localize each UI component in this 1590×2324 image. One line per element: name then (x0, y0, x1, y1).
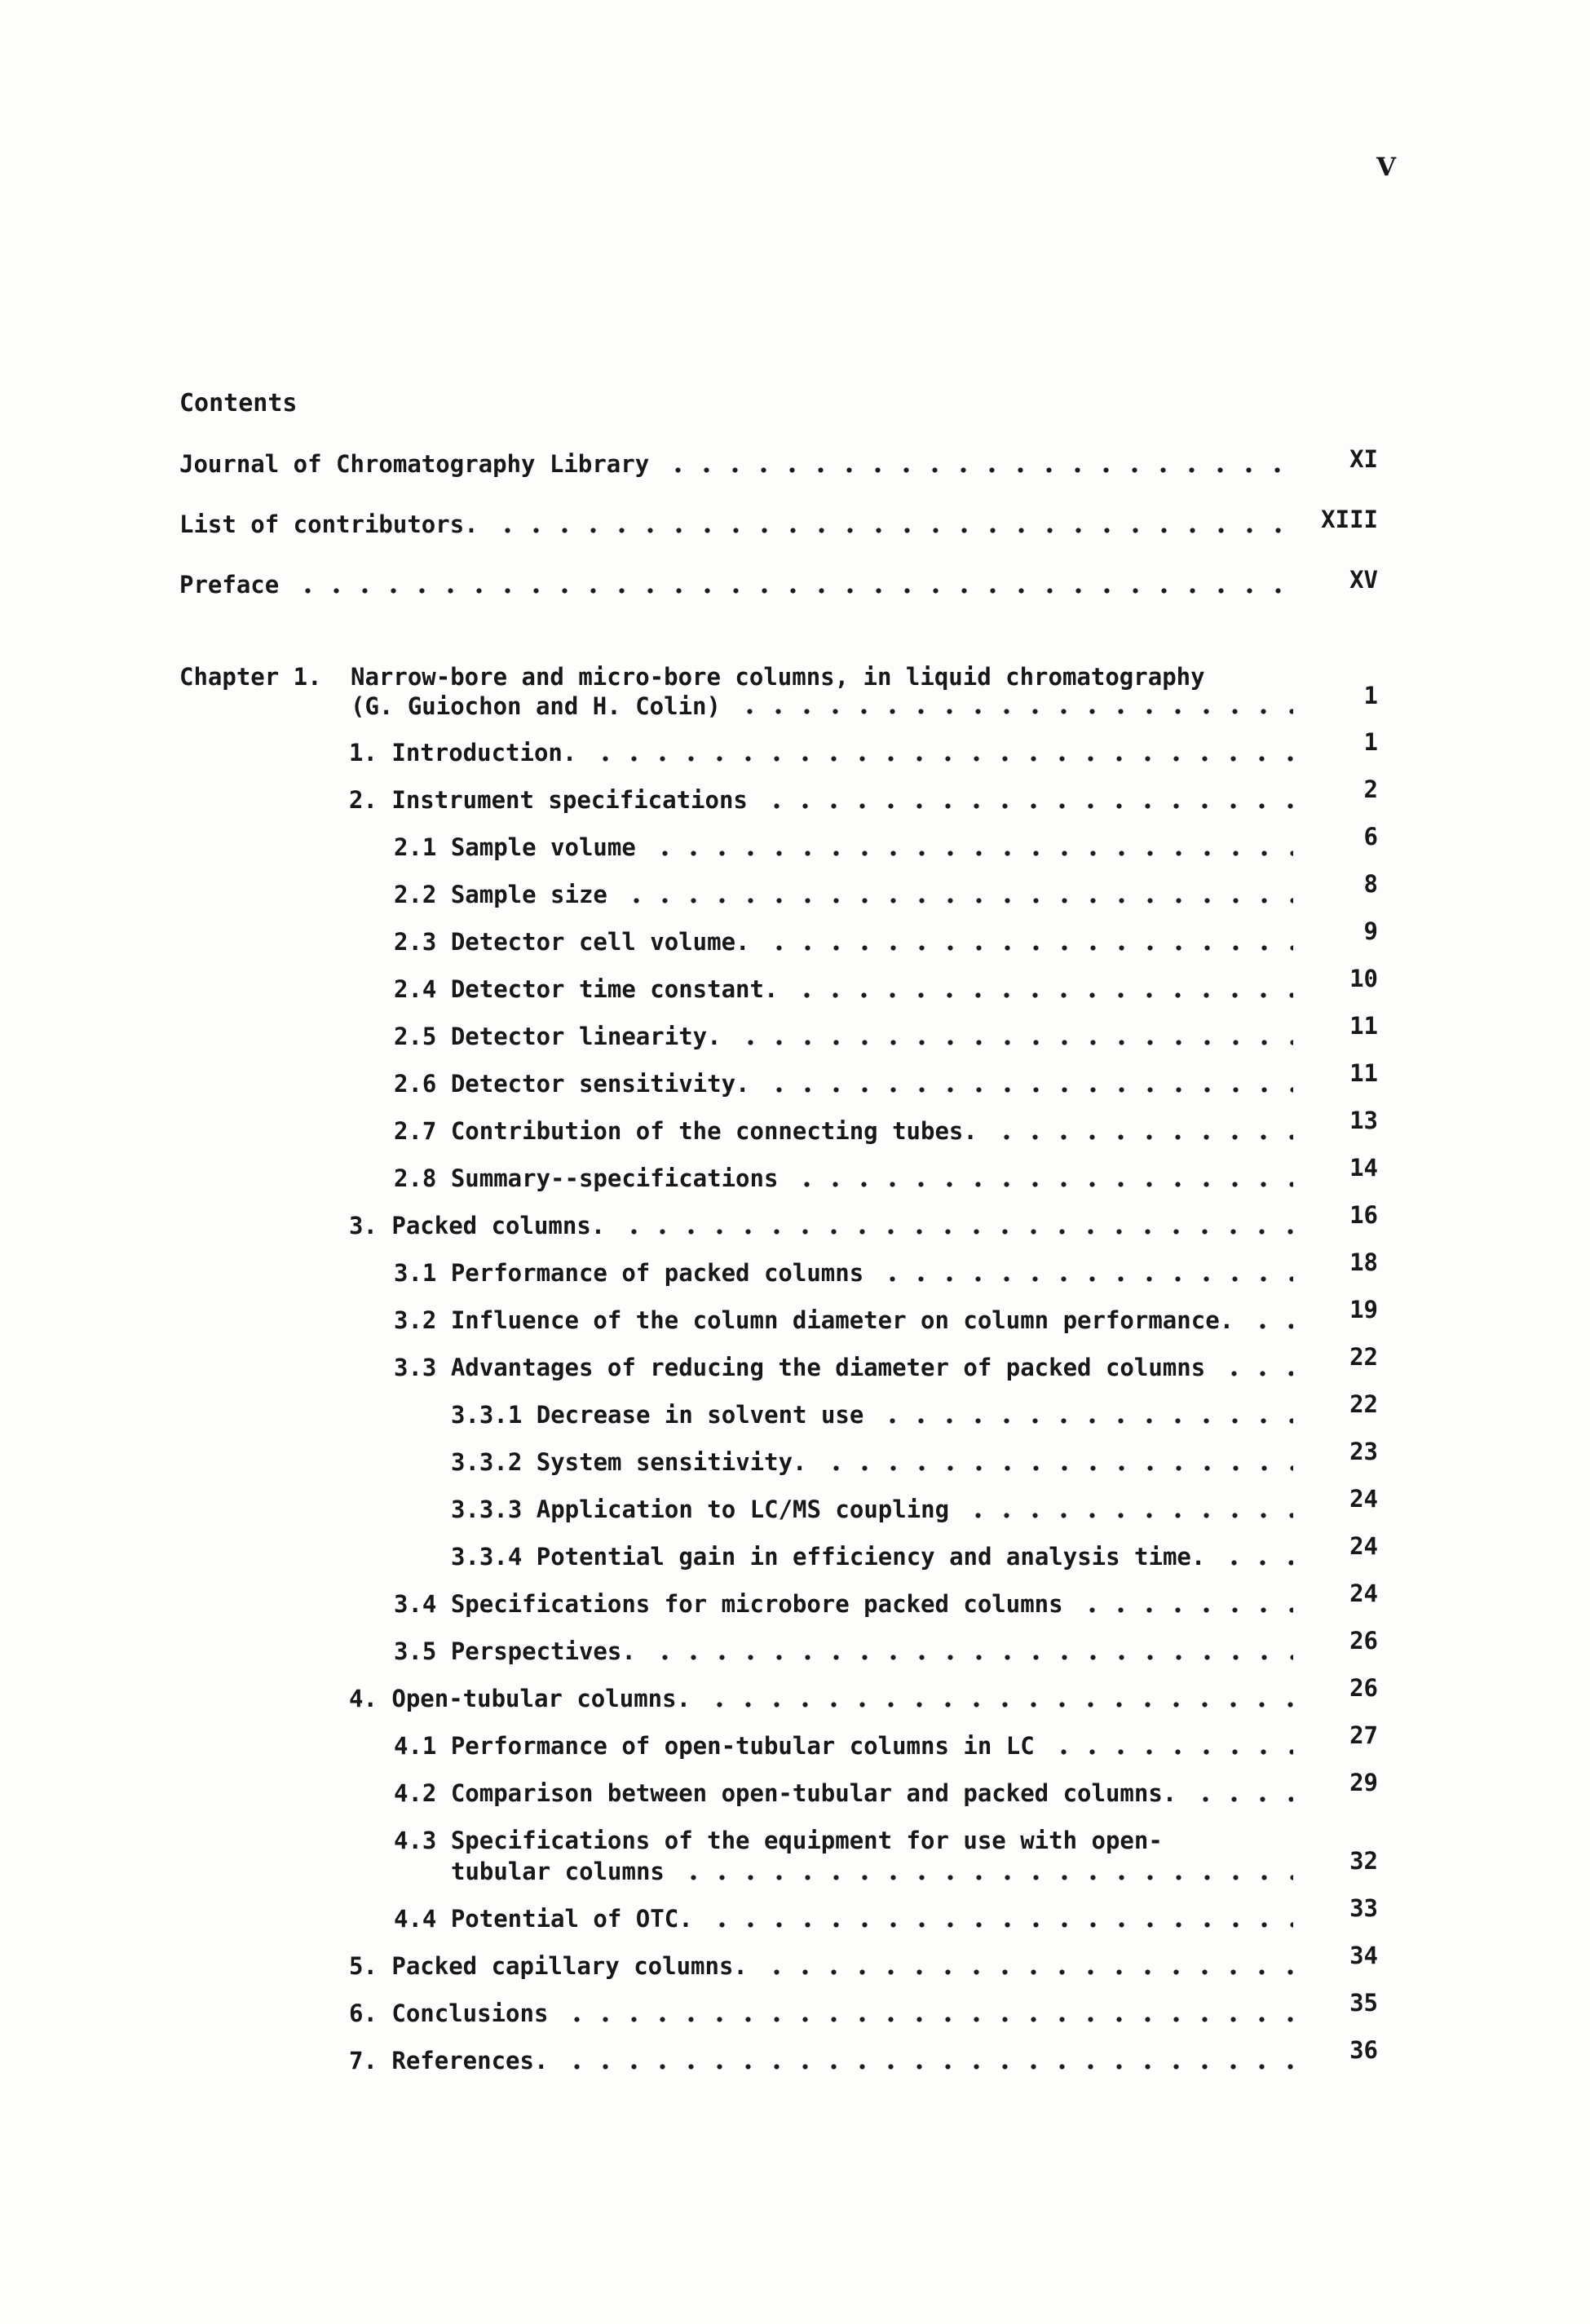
toc-entry-page-number: 35 (1349, 1989, 1378, 2017)
toc-entry (179, 1012, 1378, 1052)
toc-entry-title: 2.1 Sample volume (394, 833, 636, 861)
toc-entry (179, 965, 1378, 1005)
toc-entry-title: 5. Packed capillary columns. (349, 1952, 748, 1980)
toc-entry-page-number: 16 (1349, 1201, 1378, 1229)
dot-leader (1220, 1541, 1293, 1572)
toc-entry-page-number: 36 (1349, 2036, 1378, 2064)
toc-entry (179, 1894, 1378, 1934)
dot-leader (708, 1903, 1293, 1934)
toc-entry-title: 3.3.3 Application to LC/MS coupling (451, 1496, 950, 1523)
chapter-entry-list (179, 728, 1378, 2076)
toc-entry (179, 823, 1378, 863)
toc-entry-title: 1. Introduction. (349, 739, 577, 767)
toc-entry-title: 2.8 Summary--specifications (394, 1164, 779, 1192)
front-matter-page-number: XV (1349, 566, 1378, 594)
toc-entry-page-number: 33 (1349, 1894, 1378, 1922)
dot-leader (1049, 1730, 1293, 1761)
chapter-label: Chapter 1. (179, 663, 322, 691)
dot-leader (563, 2045, 1293, 2076)
toc-entry-title: 6. Conclusions (349, 1999, 549, 2027)
dot-leader (1220, 1352, 1293, 1383)
front-matter-page-number: XIII (1321, 506, 1378, 533)
dot-leader (878, 1399, 1293, 1430)
dot-leader (1191, 1778, 1293, 1809)
toc-entry-page-number: 22 (1349, 1390, 1378, 1418)
toc-entry-title: 3.3.1 Decrease in solvent use (451, 1401, 864, 1429)
dot-leader (622, 879, 1293, 910)
dot-leader (765, 1068, 1294, 1099)
chapter-indent (179, 691, 351, 721)
dot-leader (651, 832, 1293, 863)
dot-leader (762, 784, 1293, 815)
toc-entry-page-number: 23 (1349, 1438, 1378, 1465)
dot-leader (765, 926, 1294, 957)
toc-entry (179, 1107, 1378, 1147)
toc-entry-title: 2.7 Contribution of the connecting tubes. (394, 1117, 978, 1145)
dot-leader (620, 1210, 1293, 1241)
toc-entry-title: 3.3.4 Potential gain in efficiency and analysis time. (451, 1543, 1206, 1571)
dot-leader (762, 1951, 1293, 1982)
dot-leader (563, 1998, 1293, 2029)
front-matter-title: List of contributors. (179, 510, 479, 538)
toc-entry-title: 3.5 Perspectives. (394, 1637, 636, 1665)
toc-entry-title: 4. Open-tubular columns. (349, 1685, 691, 1712)
chapter-title: Narrow-bore and micro-bore columns, in liquid chromatography (351, 663, 1205, 691)
front-matter-title: Preface (179, 571, 280, 599)
toc-entry (179, 1485, 1378, 1525)
toc-entry-title: 4.4 Potential of OTC. (394, 1905, 693, 1933)
table-of-contents (179, 388, 1378, 2076)
toc-entry-title: 3. Packed columns. (349, 1212, 606, 1239)
toc-entry-page-number: 27 (1349, 1721, 1378, 1749)
dot-leader (736, 1021, 1293, 1052)
front-matter-entry (179, 506, 1378, 540)
toc-entry-page-number: 10 (1349, 965, 1378, 992)
toc-entry-page-number: 11 (1349, 1059, 1378, 1087)
toc-entry-page-number: 6 (1363, 823, 1378, 851)
toc-entry (179, 1296, 1378, 1336)
toc-entry (179, 728, 1378, 768)
front-matter-list (179, 445, 1378, 600)
toc-entry-page-number: 9 (1363, 917, 1378, 945)
dot-leader (591, 737, 1293, 768)
toc-entry-title: 2.6 Detector sensitivity. (394, 1070, 750, 1098)
toc-entry-page-number: 32 (1349, 1847, 1378, 1875)
chapter-page-number: 1 (1363, 682, 1378, 709)
toc-entry-title: 2.3 Detector cell volume. (394, 928, 750, 956)
dot-leader (793, 974, 1293, 1005)
toc-entry-page-number: 19 (1349, 1296, 1378, 1323)
toc-entry (179, 1059, 1378, 1099)
toc-entry-page-number: 14 (1349, 1154, 1378, 1182)
toc-entry-title: 2.2 Sample size (394, 881, 607, 908)
toc-entry (179, 1769, 1378, 1809)
toc-entry (179, 1627, 1378, 1667)
toc-entry-page-number: 24 (1349, 1532, 1378, 1560)
toc-entry-title: 3.1 Performance of packed columns (394, 1259, 864, 1287)
toc-entry (179, 1721, 1378, 1761)
dot-leader (705, 1683, 1293, 1714)
toc-entry-title: 4.2 Comparison between open-tubular and packed columns. (394, 1779, 1177, 1807)
toc-entry-page-number: 2 (1363, 775, 1378, 803)
toc-entry-title: 3.3.2 System sensitivity. (451, 1448, 807, 1476)
toc-entry (179, 1343, 1378, 1383)
toc-entry (179, 1942, 1378, 1982)
toc-entry (179, 1674, 1378, 1714)
toc-entry-title: 4.3 Specifications of the equipment for use with open- (394, 1827, 1163, 1854)
toc-entry (179, 2036, 1378, 2076)
dot-leader (793, 1163, 1293, 1194)
toc-entry-page-number: 11 (1349, 1012, 1378, 1040)
front-matter-title: Journal of Chromatography Library (179, 450, 650, 478)
chapter-heading (179, 662, 1378, 721)
page-folio: V (1376, 152, 1397, 182)
toc-entry-title: 3.4 Specifications for microbore packed columns (394, 1590, 1063, 1618)
dot-leader (294, 569, 1293, 600)
toc-entry-page-number: 24 (1349, 1580, 1378, 1607)
toc-entry (179, 1248, 1378, 1288)
dot-leader (664, 448, 1293, 479)
dot-leader (964, 1494, 1293, 1525)
contents-heading: Contents (179, 389, 298, 418)
dot-leader (735, 691, 1293, 721)
toc-entry-page-number: 26 (1349, 1674, 1378, 1702)
toc-entry-title: 7. References. (349, 2047, 549, 2074)
toc-entry-title: 4.1 Performance of open-tubular columns in LC (394, 1732, 1035, 1760)
toc-entry (179, 1154, 1378, 1194)
toc-entry (179, 917, 1378, 957)
dot-leader (493, 509, 1293, 540)
dot-leader (878, 1257, 1293, 1288)
dot-leader (992, 1116, 1293, 1147)
dot-leader (1248, 1305, 1293, 1336)
toc-entry-title: 2.4 Detector time constant. (394, 975, 779, 1003)
toc-entry-page-number: 8 (1363, 870, 1378, 898)
toc-entry (179, 1580, 1378, 1619)
toc-entry-page-number: 18 (1349, 1248, 1378, 1276)
toc-entry-page-number: 13 (1349, 1107, 1378, 1134)
toc-entry-page-number: 34 (1349, 1942, 1378, 1969)
front-matter-entry (179, 445, 1378, 479)
toc-entry (179, 1989, 1378, 2029)
toc-entry (179, 1438, 1378, 1478)
toc-entry-title: 2. Instrument specifications (349, 786, 748, 814)
front-matter-entry (179, 566, 1378, 600)
dot-leader (651, 1636, 1293, 1667)
toc-entry (179, 870, 1378, 910)
toc-entry-page-number: 1 (1363, 728, 1378, 756)
toc-entry-title: tubular columns (451, 1858, 665, 1885)
toc-entry (179, 1390, 1378, 1430)
toc-entry (179, 1201, 1378, 1241)
dot-leader (822, 1447, 1294, 1478)
toc-entry (179, 775, 1378, 815)
dot-leader (679, 1856, 1293, 1887)
toc-entry (179, 1532, 1378, 1572)
dot-leader (1078, 1588, 1293, 1619)
toc-entry-page-number: 29 (1349, 1769, 1378, 1796)
front-matter-page-number: XI (1349, 445, 1378, 473)
toc-entry-title: 3.2 Influence of the column diameter on column performance. (394, 1306, 1234, 1334)
toc-entry (179, 1825, 1378, 1887)
toc-entry-page-number: 26 (1349, 1627, 1378, 1655)
toc-entry-title: 3.3 Advantages of reducing the diameter of packed columns (394, 1354, 1206, 1381)
toc-entry-title: 2.5 Detector linearity. (394, 1023, 722, 1050)
toc-entry-page-number: 24 (1349, 1485, 1378, 1513)
chapter-authors: (G. Guiochon and H. Colin) (351, 692, 721, 720)
toc-entry-page-number: 22 (1349, 1343, 1378, 1371)
